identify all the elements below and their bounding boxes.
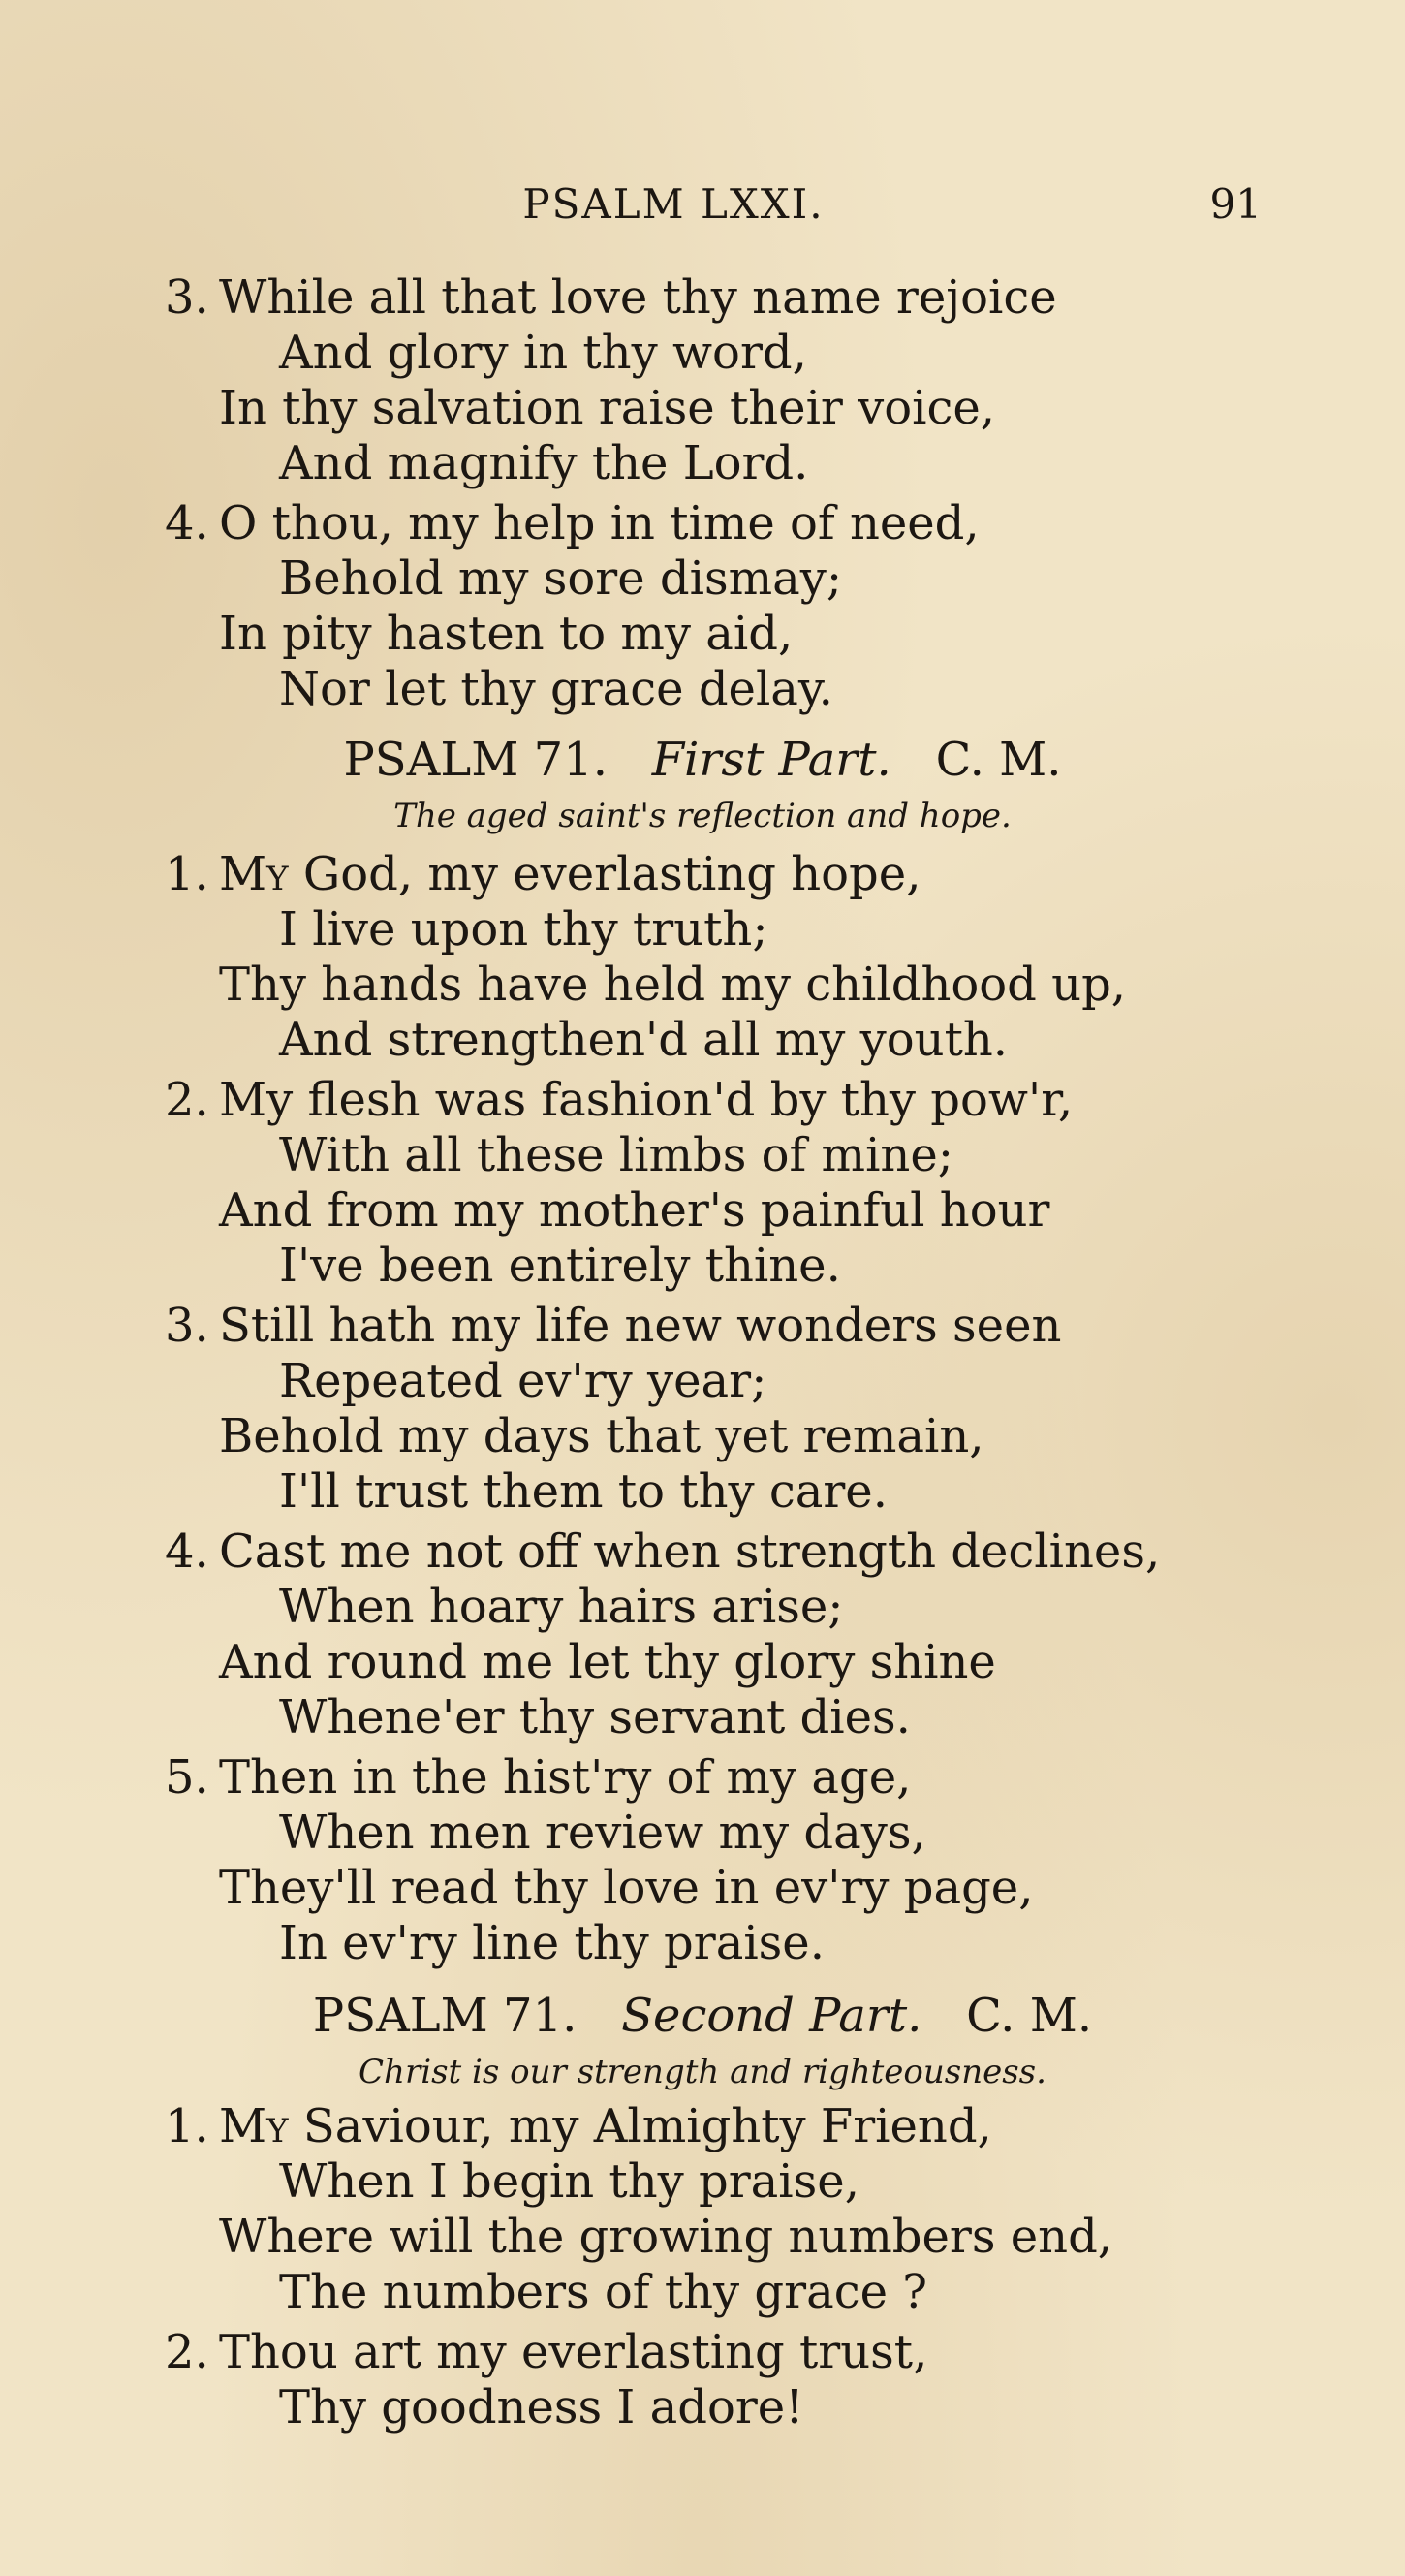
verse-line: Repeated ev'ry year; bbox=[279, 1354, 767, 1408]
psalm-number: PSALM 71. bbox=[312, 1989, 578, 2043]
verse-line: And from my mother's painful hour bbox=[219, 1183, 1050, 1238]
verse-line: Thy hands have held my childhood up, bbox=[219, 958, 1127, 1012]
first-word: My bbox=[219, 847, 289, 901]
verse-line: Cast me not off when strength declines, bbox=[219, 1524, 1161, 1579]
verse-line: Nor let thy grace delay. bbox=[279, 662, 833, 716]
verse-line: And magnify the Lord. bbox=[279, 436, 809, 490]
verse-line: While all that love thy name rejoice bbox=[219, 270, 1057, 325]
verse-line-rest: God, my everlasting hope, bbox=[288, 847, 921, 901]
verse-line: Thou art my everlasting trust, bbox=[219, 2325, 928, 2379]
stanza-number: 1. bbox=[165, 2099, 209, 2153]
stanza-number: 2. bbox=[165, 2325, 209, 2379]
verse-line: With all these limbs of mine; bbox=[279, 1128, 953, 1182]
verse-line: Behold my sore dismay; bbox=[279, 551, 842, 606]
verse-line: My flesh was fashion'd by thy pow'r, bbox=[219, 1073, 1074, 1127]
psalm-subtitle: Christ is our strength and righteousness. bbox=[359, 2053, 1046, 2091]
verse-line: And round me let thy glory shine bbox=[219, 1635, 996, 1689]
verse-line: And glory in thy word, bbox=[279, 326, 807, 380]
verse-line bbox=[219, 2099, 992, 2153]
verse-line: In ev'ry line thy praise. bbox=[279, 1916, 825, 1970]
verse-line: Whene'er thy servant dies. bbox=[279, 1690, 911, 1744]
page-number: 91 bbox=[1209, 180, 1262, 228]
psalm-subtitle: The aged saint's reflection and hope. bbox=[393, 797, 1012, 835]
psalm-part: First Part. bbox=[651, 733, 891, 787]
stanza-number: 4. bbox=[165, 1524, 209, 1579]
verse-line: Behold my days that yet remain, bbox=[219, 1409, 984, 1463]
stanza-number: 2. bbox=[165, 1073, 209, 1127]
verse-line: Still hath my life new wonders seen bbox=[219, 1299, 1062, 1353]
psalm-meter: C. M. bbox=[935, 733, 1062, 787]
stanza-number: 1. bbox=[165, 847, 209, 901]
psalm-heading bbox=[0, 1989, 1405, 2043]
verse-line: I'll trust them to thy care. bbox=[279, 1464, 888, 1519]
verse-line: Then in the hist'ry of my age, bbox=[219, 1750, 912, 1805]
verse-line: In thy salvation raise their voice, bbox=[219, 381, 996, 435]
first-word: My bbox=[219, 2099, 289, 2153]
verse-line: They'll read thy love in ev'ry page, bbox=[219, 1861, 1034, 1915]
psalm-meter: C. M. bbox=[966, 1989, 1093, 2043]
stanza-number: 3. bbox=[165, 1299, 209, 1353]
verse-line-rest: Saviour, my Almighty Friend, bbox=[288, 2099, 992, 2153]
stanza-number: 3. bbox=[165, 270, 209, 325]
verse-line: O thou, my help in time of need, bbox=[219, 496, 980, 550]
verse-line: In pity hasten to my aid, bbox=[219, 607, 794, 661]
verse-line: Thy goodness I adore! bbox=[279, 2380, 804, 2435]
verse-line: When men review my days, bbox=[279, 1806, 926, 1860]
verse-line bbox=[219, 847, 921, 901]
verse-line: I live upon thy truth; bbox=[279, 902, 768, 957]
psalm-number: PSALM 71. bbox=[343, 733, 608, 787]
stanza-number: 5. bbox=[165, 1750, 209, 1805]
verse-line: When hoary hairs arise; bbox=[279, 1580, 844, 1634]
verse-line: And strengthen'd all my youth. bbox=[279, 1013, 1009, 1067]
psalm-heading bbox=[0, 733, 1405, 787]
psalm-part: Second Part. bbox=[621, 1989, 922, 2043]
running-header: PSALM LXXI. bbox=[522, 180, 825, 228]
verse-line: I've been entirely thine. bbox=[279, 1239, 841, 1293]
verse-line: When I begin thy praise, bbox=[279, 2154, 859, 2209]
verse-line: Where will the growing numbers end, bbox=[219, 2210, 1113, 2264]
verse-line: The numbers of thy grace ? bbox=[279, 2265, 927, 2319]
stanza-number: 4. bbox=[165, 496, 209, 550]
